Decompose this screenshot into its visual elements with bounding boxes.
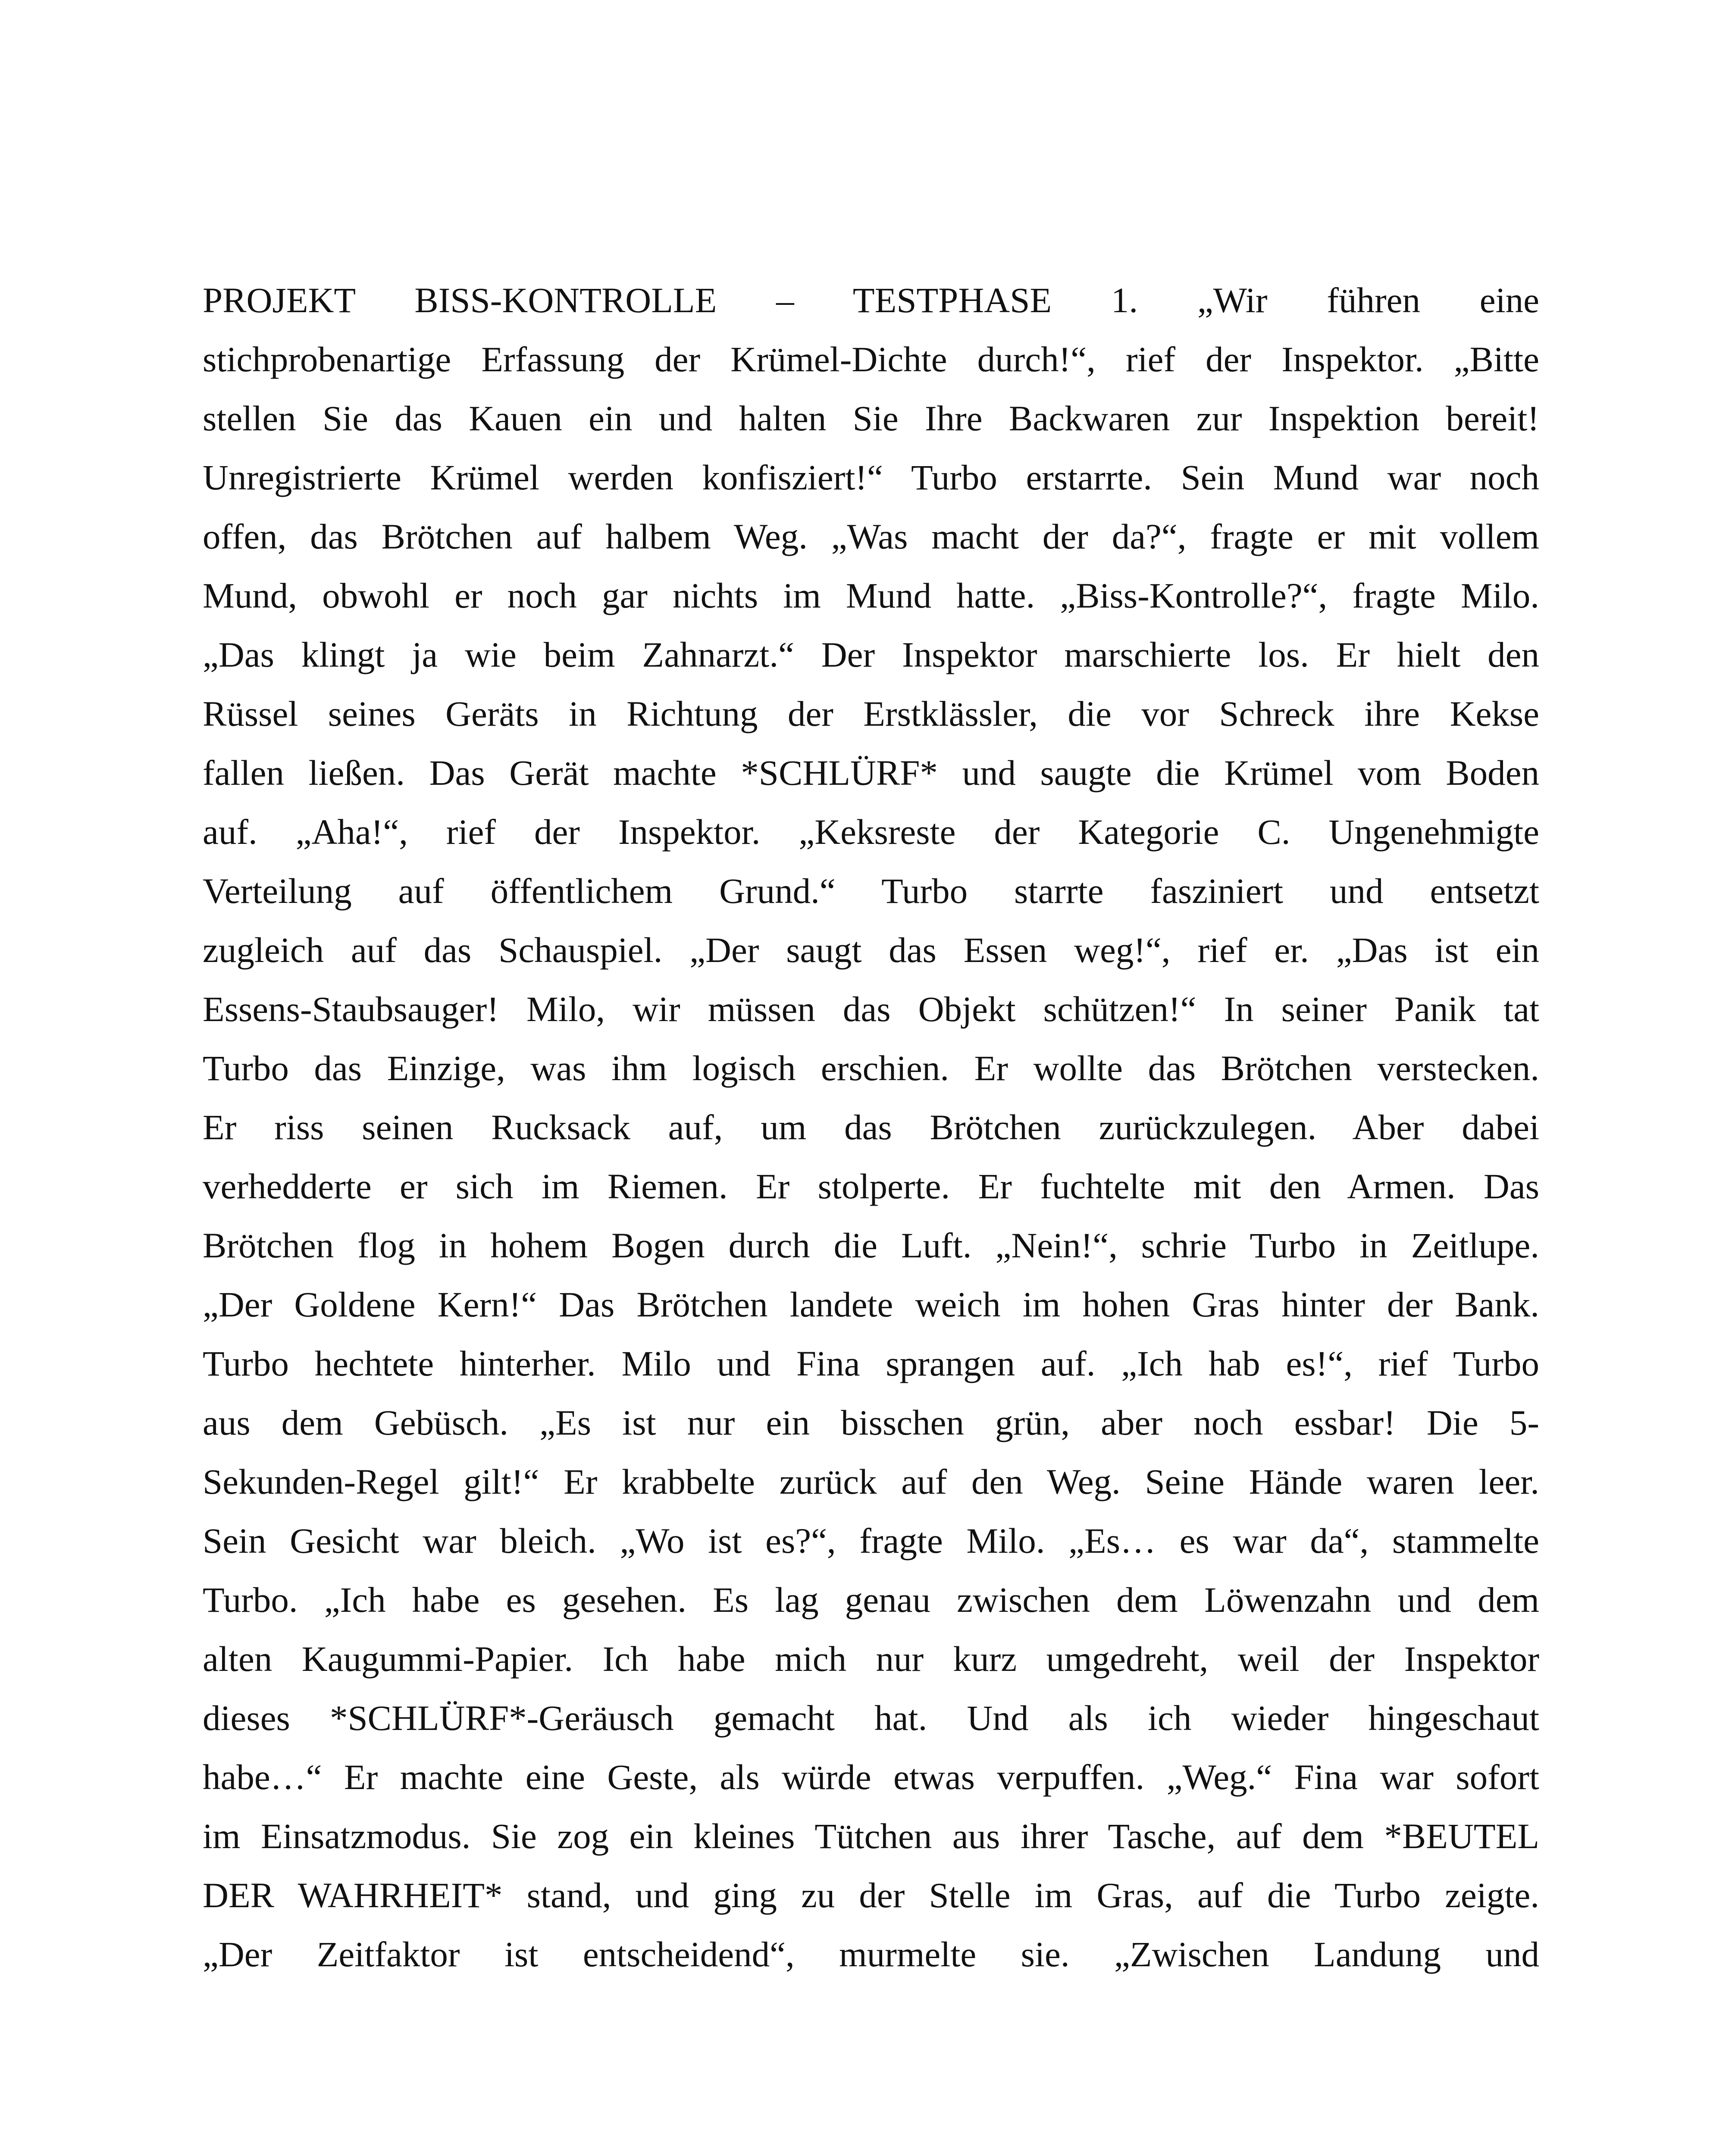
text-line: Brötchen flog in hohem Bogen durch die Luft. „Nein!“, schrie Turbo in Zeitlupe. (203, 1225, 1539, 1265)
text-line: Verteilung auf öffentlichem Grund.“ Turbo starrte fasziniert und entsetzt (203, 871, 1539, 911)
text-line: Rüssel seines Geräts in Richtung der Erstklässler, die vor Schreck ihre Kekse (203, 694, 1539, 733)
text-line: aus dem Gebüsch. „Es ist nur ein bisschen grün, aber noch essbar! Die 5- (203, 1403, 1539, 1442)
text-line: Sein Gesicht war bleich. „Wo ist es?“, fragte Milo. „Es… es war da“, stammelte (203, 1521, 1539, 1561)
text-line: verhedderte er sich im Riemen. Er stolperte. Er fuchtelte mit den Armen. Das (203, 1166, 1539, 1206)
text-line: PROJEKT BISS-KONTROLLE – TESTPHASE 1. „Wir führen eine (203, 280, 1539, 320)
text-line: Essens-Staubsauger! Milo, wir müssen das Objekt schützen!“ In seiner Panik tat (203, 989, 1539, 1029)
text-line: Turbo. „Ich habe es gesehen. Es lag genau zwischen dem Löwenzahn und dem (203, 1580, 1539, 1620)
text-line: stichprobenartige Erfassung der Krümel-Dichte durch!“, rief der Inspektor. „Bitte (203, 339, 1539, 379)
text-line: zugleich auf das Schauspiel. „Der saugt das Essen weg!“, rief er. „Das ist ein (203, 930, 1539, 970)
text-line: fallen ließen. Das Gerät machte *SCHLÜRF* und saugte die Krümel vom Boden (203, 753, 1539, 793)
text-line: „Der Goldene Kern!“ Das Brötchen landete weich im hohen Gras hinter der Bank. (203, 1285, 1539, 1324)
text-line: dieses *SCHLÜRF*-Geräusch gemacht hat. Und als ich wieder hingeschaut (203, 1698, 1539, 1738)
text-line: auf. „Aha!“, rief der Inspektor. „Keksreste der Kategorie C. Ungenehmigte (203, 812, 1539, 852)
text-line: stellen Sie das Kauen ein und halten Sie Ihre Backwaren zur Inspektion bereit! (203, 398, 1539, 438)
text-line: Turbo das Einzige, was ihm logisch erschien. Er wollte das Brötchen verstecken. (203, 1048, 1539, 1088)
text-line: im Einsatzmodus. Sie zog ein kleines Tütchen aus ihrer Tasche, auf dem *BEUTEL (203, 1816, 1539, 1856)
text-line: Sekunden-Regel gilt!“ Er krabbelte zurück auf den Weg. Seine Hände waren leer. (203, 1462, 1539, 1501)
text-line: DER WAHRHEIT* stand, und ging zu der Stelle im Gras, auf die Turbo zeigte. (203, 1875, 1539, 1915)
text-line: offen, das Brötchen auf halbem Weg. „Was macht der da?“, fragte er mit vollem (203, 517, 1539, 556)
text-line: alten Kaugummi-Papier. Ich habe mich nur kurz umgedreht, weil der Inspektor (203, 1639, 1539, 1679)
text-line: Unregistrierte Krümel werden konfisziert!“ Turbo erstarrte. Sein Mund war noch (203, 458, 1539, 497)
text-line: „Das klingt ja wie beim Zahnarzt.“ Der Inspektor marschierte los. Er hielt den (203, 635, 1539, 674)
text-line: Turbo hechtete hinterher. Milo und Fina sprangen auf. „Ich hab es!“, rief Turbo (203, 1344, 1539, 1383)
text-line: Er riss seinen Rucksack auf, um das Brötchen zurückzulegen. Aber dabei (203, 1107, 1539, 1147)
text-line: „Der Zeitfaktor ist entscheidend“, murmelte sie. „Zwischen Landung und (203, 1934, 1539, 1974)
text-line: Mund, obwohl er noch gar nichts im Mund hatte. „Biss-Kontrolle?“, fragte Milo. (203, 576, 1539, 615)
body-text (203, 271, 1539, 1984)
text-line: habe…“ Er machte eine Geste, als würde etwas verpuffen. „Weg.“ Fina war sofort (203, 1757, 1539, 1797)
